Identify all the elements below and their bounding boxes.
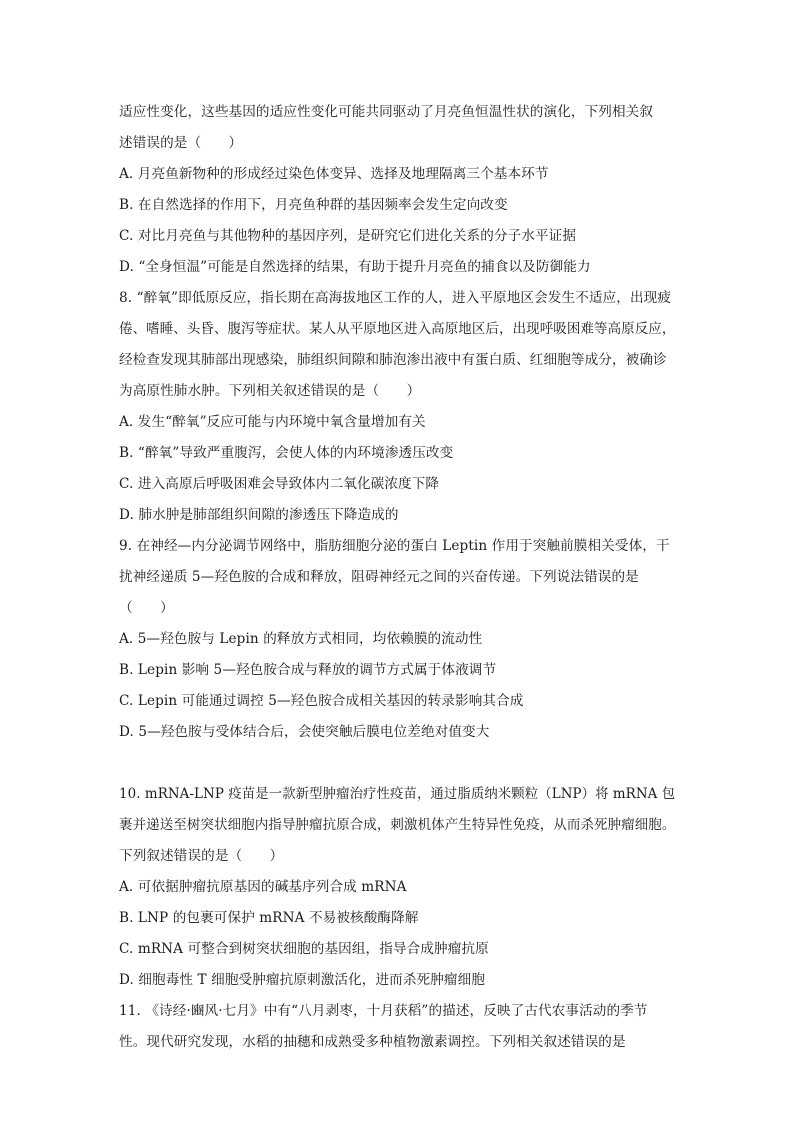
option-line: A. 5—羟色胺与 Lepin 的释放方式相同，均依赖膜的流动性 — [119, 631, 483, 647]
option-line: A. 发生“醉氧”反应可能与内环境中氧含量增加有关 — [119, 414, 426, 430]
text-line: （ ） — [119, 600, 174, 616]
text-line: 适应性变化，这些基因的适应性变化可能共同驱动了月亮鱼恒温性状的演化，下列相关叙 — [119, 104, 654, 120]
text-line: 述错误的是（ ） — [119, 135, 243, 151]
question-line: 10. mRNA-LNP 疫苗是一款新型肿瘤治疗性疫苗，通过脂质纳米颗粒（LNP）将 mRNA 包 — [119, 786, 676, 802]
text-line: 下列叙述错误的是（ ） — [119, 848, 284, 864]
option-line: B. “醉氧”导致严重腹泻，会使人体的内环境渗透压改变 — [119, 445, 454, 461]
question-line: 9. 在神经—内分泌调节网络中，脂肪细胞分泌的蛋白 Leptin 作用于突触前膜相关受体，干 — [119, 538, 670, 554]
option-line: D. 肺水肿是肺部组织间隙的渗透压下降造成的 — [119, 507, 399, 523]
option-line: D. 细胞毒性 T 细胞受肿瘤抗原刺激活化，进而杀死肿瘤细胞 — [119, 972, 486, 988]
question-line: 11. 《诗经·豳风·七月》中有“八月剥枣，十月获稻”的描述，反映了古代农事活动的季节 — [119, 1003, 648, 1019]
option-line: A. 月亮鱼新物种的形成经过染色体变异、选择及地理隔离三个基本环节 — [119, 166, 549, 182]
option-line: C. mRNA 可整合到树突状细胞的基因组，指导合成肿瘤抗原 — [119, 941, 489, 957]
text-line: 倦、嗜睡、头昏、腹泻等症状。某人从平原地区进入高原地区后，出现呼吸困难等高原反应， — [119, 321, 676, 337]
option-line: B. LNP 的包裹可保护 mRNA 不易被核酸酶降解 — [119, 910, 419, 926]
option-line: B. 在自然选择的作用下，月亮鱼种群的基因频率会发生定向改变 — [119, 197, 508, 213]
text-line: 经检查发现其肺部出现感染，肺组织间隙和肺泡渗出液中有蛋白质、红细胞等成分，被确诊 — [119, 352, 667, 368]
option-line: D. “全身恒温”可能是自然选择的结果，有助于提升月亮鱼的捕食以及防御能力 — [119, 259, 591, 275]
text-line: 性。现代研究发现，水稻的抽穗和成熟受多种植物激素调控。下列相关叙述错误的是 — [119, 1034, 626, 1050]
option-line: B. Lepin 影响 5—羟色胺合成与释放的调节方式属于体液调节 — [119, 662, 497, 678]
option-line: C. 对比月亮鱼与其他物种的基因序列，是研究它们进化关系的分子水平证据 — [119, 228, 577, 244]
text-line: 为高原性肺水肿。下列相关叙述错误的是（ ） — [119, 383, 421, 399]
option-line: C. Lepin 可能通过调控 5—羟色胺合成相关基因的转录影响其合成 — [119, 693, 524, 709]
option-line: D. 5—羟色胺与受体结合后，会使突触后膜电位差绝对值变大 — [119, 724, 490, 740]
option-line: A. 可依据肿瘤抗原基因的碱基序列合成 mRNA — [119, 879, 407, 895]
text-line: 扰神经递质 5—羟色胺的合成和释放，阻碍神经元之间的兴奋传递。下列说法错误的是 — [119, 569, 639, 585]
option-line: C. 进入高原后呼吸困难会导致体内二氧化碳浓度下降 — [119, 476, 440, 492]
question-line: 8. “醉氧”即低原反应，指长期在高海拔地区工作的人，进入平原地区会发生不适应，出现疲 — [119, 290, 672, 306]
text-line: 裹并递送至树突状细胞内指导肿瘤抗原合成，刺激机体产生特异性免疫，从而杀死肿瘤细胞。 — [119, 817, 676, 833]
